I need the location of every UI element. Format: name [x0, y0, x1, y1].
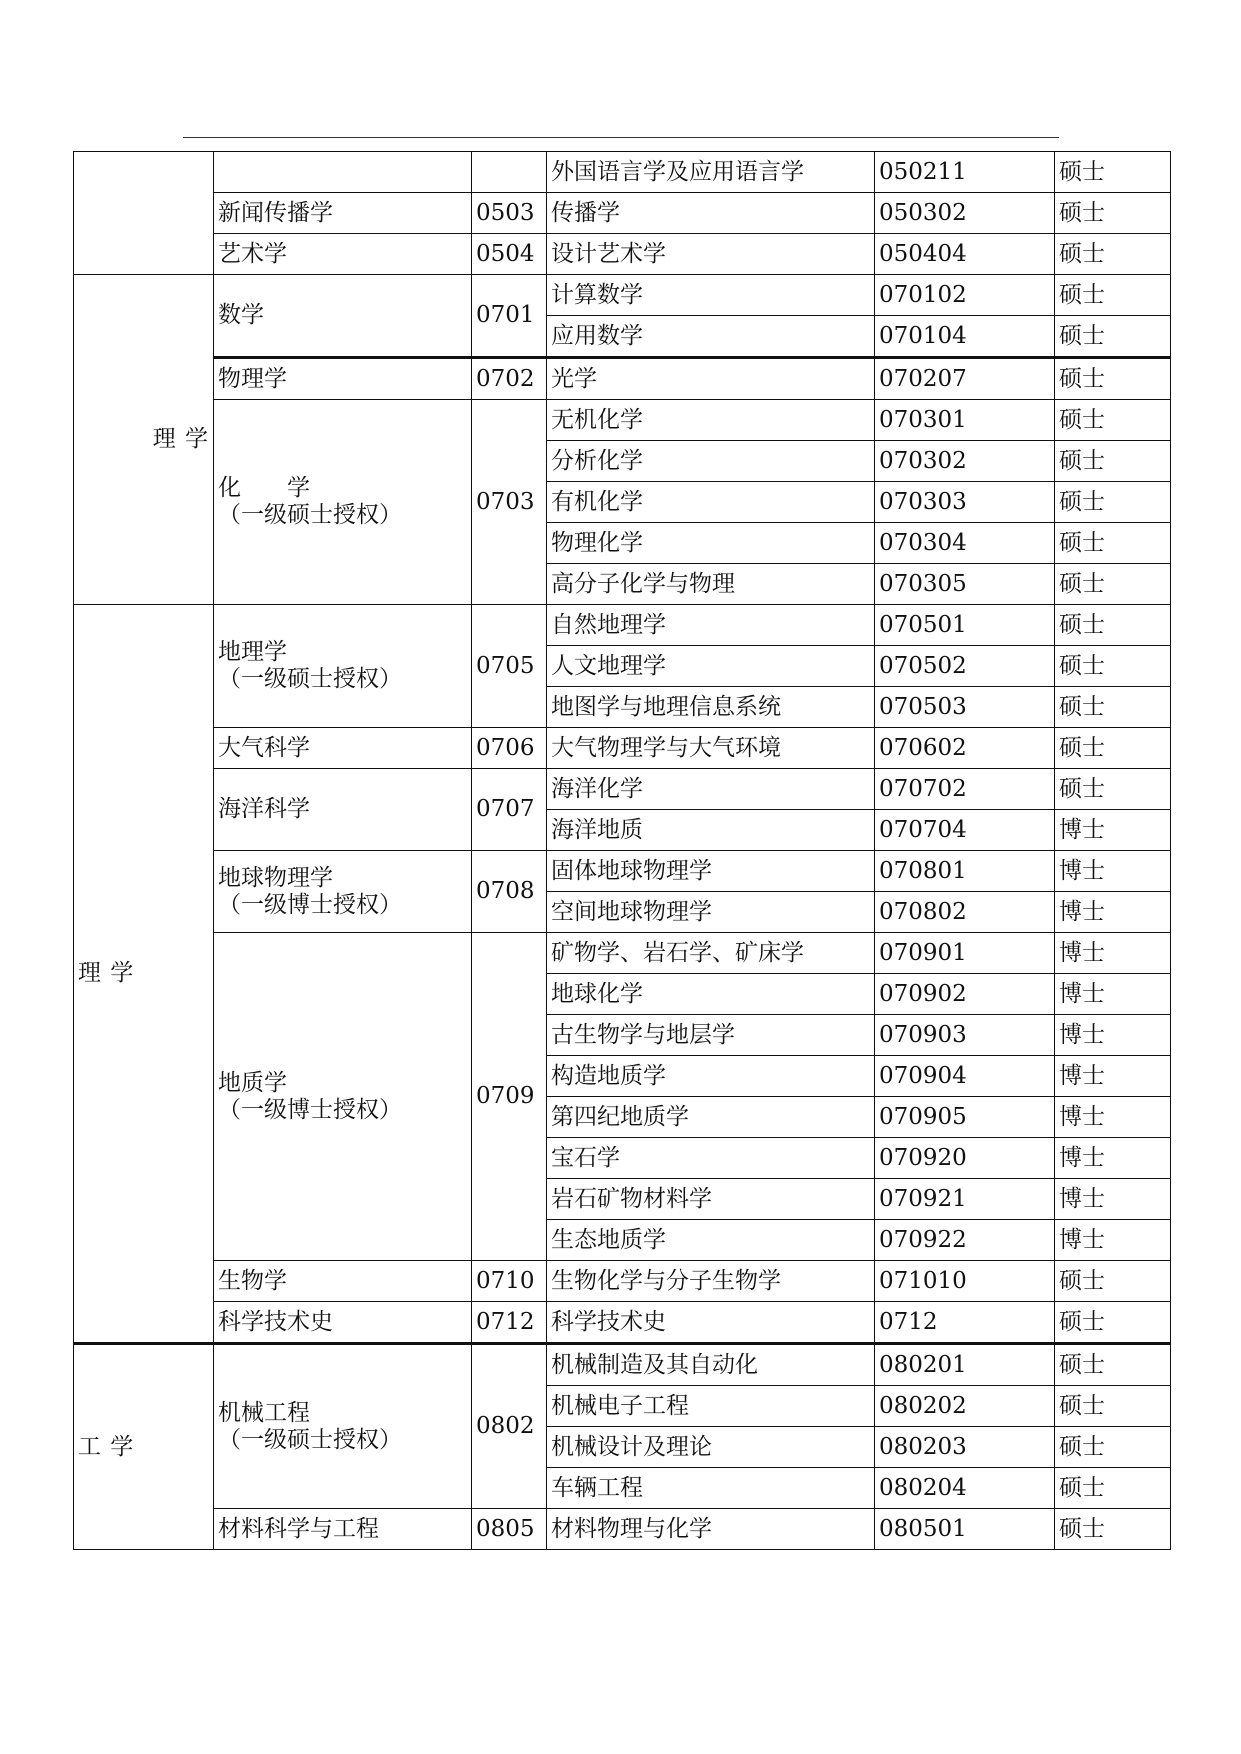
second-level-code: 070801: [875, 851, 1055, 892]
degree-level: 硕士: [1055, 1261, 1171, 1302]
authorization-note: （一级硕士授权）: [218, 666, 402, 692]
discipline-table: [73, 151, 1171, 1550]
second-level-code: 070922: [875, 1220, 1055, 1261]
second-level-subject: 有机化学: [547, 482, 875, 523]
second-level-code: 080204: [875, 1468, 1055, 1509]
subject-name: 化 学: [218, 475, 310, 501]
second-level-subject: 海洋化学: [547, 769, 875, 810]
second-level-subject: 人文地理学: [547, 646, 875, 687]
second-level-subject: 第四纪地质学: [547, 1097, 875, 1138]
second-level-subject: 机械电子工程: [547, 1386, 875, 1427]
first-level-code: [472, 152, 547, 193]
table-row: [74, 769, 1171, 810]
second-level-code: 050404: [875, 234, 1055, 275]
second-level-subject: 计算数学: [547, 275, 875, 316]
second-level-subject: 空间地球物理学: [547, 892, 875, 933]
second-level-code: 070903: [875, 1015, 1055, 1056]
first-level-subject: 生物学: [214, 1261, 472, 1302]
second-level-subject: 岩石矿物材料学: [547, 1179, 875, 1220]
first-level-subject: 科学技术史: [214, 1302, 472, 1344]
second-level-code: 070503: [875, 687, 1055, 728]
degree-level: 硕士: [1055, 275, 1171, 316]
header-rule: [183, 137, 1059, 138]
second-level-code: 070802: [875, 892, 1055, 933]
second-level-subject: 传播学: [547, 193, 875, 234]
first-level-subject: [214, 933, 472, 1261]
degree-level: 博士: [1055, 933, 1171, 974]
second-level-subject: 生态地质学: [547, 1220, 875, 1261]
table-row: [74, 605, 1171, 646]
second-level-code: 070702: [875, 769, 1055, 810]
degree-level: 硕士: [1055, 482, 1171, 523]
second-level-code: 070303: [875, 482, 1055, 523]
second-level-code: 070920: [875, 1138, 1055, 1179]
degree-level: 硕士: [1055, 193, 1171, 234]
authorization-note: （一级硕士授权）: [218, 1426, 402, 1453]
first-level-subject: 新闻传播学: [214, 193, 472, 234]
second-level-code: 070704: [875, 810, 1055, 851]
first-level-code: 0701: [472, 275, 547, 358]
table-row: [74, 152, 1171, 193]
second-level-code: 0712: [875, 1302, 1055, 1344]
category-cell: 理 学: [74, 605, 214, 1344]
first-level-code: 0504: [472, 234, 547, 275]
second-level-code: 070602: [875, 728, 1055, 769]
first-level-subject: [214, 1344, 472, 1509]
second-level-subject: 地图学与地理信息系统: [547, 687, 875, 728]
second-level-code: 050302: [875, 193, 1055, 234]
first-level-subject: [214, 152, 472, 193]
first-level-subject: 物理学: [214, 358, 472, 400]
second-level-code: 070207: [875, 358, 1055, 400]
first-level-code: 0707: [472, 769, 547, 851]
second-level-code: 080203: [875, 1427, 1055, 1468]
first-level-code: 0706: [472, 728, 547, 769]
degree-level: 硕士: [1055, 564, 1171, 605]
second-level-code: 070502: [875, 646, 1055, 687]
table-row: [74, 728, 1171, 769]
second-level-subject: 物理化学: [547, 523, 875, 564]
second-level-subject: 无机化学: [547, 400, 875, 441]
table-row: [74, 275, 1171, 316]
second-level-code: 080201: [875, 1344, 1055, 1386]
second-level-code: 070901: [875, 933, 1055, 974]
table-row: [74, 234, 1171, 275]
second-level-code: 070104: [875, 316, 1055, 358]
second-level-subject: 高分子化学与物理: [547, 564, 875, 605]
second-level-code: 080202: [875, 1386, 1055, 1427]
second-level-subject: 生物化学与分子生物学: [547, 1261, 875, 1302]
second-level-subject: 材料物理与化学: [547, 1509, 875, 1550]
subject-name: 地球物理学: [218, 864, 333, 891]
degree-level: 博士: [1055, 810, 1171, 851]
first-level-code: 0712: [472, 1302, 547, 1344]
degree-level: 硕士: [1055, 523, 1171, 564]
second-level-code: 070902: [875, 974, 1055, 1015]
second-level-code: 070501: [875, 605, 1055, 646]
second-level-subject: 自然地理学: [547, 605, 875, 646]
table-row: [74, 851, 1171, 892]
first-level-code: 0802: [472, 1344, 547, 1509]
subject-name: 地质学: [218, 1069, 287, 1096]
category-cell: 理 学: [74, 275, 214, 605]
second-level-code: 070301: [875, 400, 1055, 441]
degree-level: 博士: [1055, 1220, 1171, 1261]
subject-name: 机械工程: [218, 1399, 310, 1426]
degree-level: 博士: [1055, 1138, 1171, 1179]
degree-level: 硕士: [1055, 1509, 1171, 1550]
first-level-subject: 材料科学与工程: [214, 1509, 472, 1550]
second-level-code: 050211: [875, 152, 1055, 193]
second-level-code: 070305: [875, 564, 1055, 605]
degree-level: 硕士: [1055, 728, 1171, 769]
subject-name: 地理学: [218, 639, 287, 665]
degree-level: 硕士: [1055, 1386, 1171, 1427]
second-level-code: 080501: [875, 1509, 1055, 1550]
first-level-subject: 数学: [214, 275, 472, 358]
degree-level: 硕士: [1055, 152, 1171, 193]
first-level-code: 0503: [472, 193, 547, 234]
second-level-subject: 古生物学与地层学: [547, 1015, 875, 1056]
second-level-code: 070304: [875, 523, 1055, 564]
first-level-code: 0805: [472, 1509, 547, 1550]
degree-level: 博士: [1055, 1179, 1171, 1220]
first-level-code: 0708: [472, 851, 547, 933]
table-row: [74, 358, 1171, 400]
second-level-subject: 机械制造及其自动化: [547, 1344, 875, 1386]
degree-level: 硕士: [1055, 400, 1171, 441]
second-level-subject: 分析化学: [547, 441, 875, 482]
second-level-code: 070102: [875, 275, 1055, 316]
second-level-code: 070921: [875, 1179, 1055, 1220]
degree-level: 硕士: [1055, 769, 1171, 810]
first-level-subject: [214, 851, 472, 933]
table-row: [74, 933, 1171, 974]
second-level-subject: 外国语言学及应用语言学: [547, 152, 875, 193]
degree-level: 硕士: [1055, 1344, 1171, 1386]
first-level-code: 0703: [472, 400, 547, 605]
authorization-note: （一级硕士授权）: [218, 502, 402, 528]
degree-level: 硕士: [1055, 234, 1171, 275]
table-row: [74, 1261, 1171, 1302]
degree-level: 博士: [1055, 1015, 1171, 1056]
degree-level: 硕士: [1055, 441, 1171, 482]
category-cell: [74, 152, 214, 275]
second-level-code: 071010: [875, 1261, 1055, 1302]
second-level-subject: 机械设计及理论: [547, 1427, 875, 1468]
first-level-code: 0702: [472, 358, 547, 400]
first-level-code: 0705: [472, 605, 547, 728]
degree-level: 博士: [1055, 974, 1171, 1015]
first-level-subject: 艺术学: [214, 234, 472, 275]
second-level-subject: 大气物理学与大气环境: [547, 728, 875, 769]
second-level-subject: 应用数学: [547, 316, 875, 358]
degree-level: 硕士: [1055, 358, 1171, 400]
table-row: [74, 1344, 1171, 1386]
degree-level: 硕士: [1055, 1302, 1171, 1344]
second-level-code: 070905: [875, 1097, 1055, 1138]
degree-level: 硕士: [1055, 605, 1171, 646]
second-level-subject: 车辆工程: [547, 1468, 875, 1509]
first-level-code: 0710: [472, 1261, 547, 1302]
first-level-subject: 海洋科学: [214, 769, 472, 851]
authorization-note: （一级博士授权）: [218, 891, 402, 918]
degree-level: 博士: [1055, 851, 1171, 892]
second-level-subject: 光学: [547, 358, 875, 400]
table-row: [74, 1302, 1171, 1344]
authorization-note: （一级博士授权）: [218, 1096, 402, 1123]
first-level-subject: [214, 400, 472, 605]
degree-level: 硕士: [1055, 1427, 1171, 1468]
second-level-subject: 宝石学: [547, 1138, 875, 1179]
degree-level: 博士: [1055, 1097, 1171, 1138]
category-cell: 工 学: [74, 1344, 214, 1550]
table-row: [74, 400, 1171, 441]
second-level-subject: 海洋地质: [547, 810, 875, 851]
second-level-code: 070302: [875, 441, 1055, 482]
degree-level: 硕士: [1055, 316, 1171, 358]
first-level-subject: 大气科学: [214, 728, 472, 769]
degree-level: 博士: [1055, 1056, 1171, 1097]
table-row: [74, 193, 1171, 234]
degree-level: 硕士: [1055, 646, 1171, 687]
degree-level: 硕士: [1055, 687, 1171, 728]
first-level-subject: [214, 605, 472, 728]
degree-level: 博士: [1055, 892, 1171, 933]
second-level-subject: 科学技术史: [547, 1302, 875, 1344]
table-row: [74, 1509, 1171, 1550]
degree-level: 硕士: [1055, 1468, 1171, 1509]
second-level-code: 070904: [875, 1056, 1055, 1097]
second-level-subject: 固体地球物理学: [547, 851, 875, 892]
second-level-subject: 矿物学、岩石学、矿床学: [547, 933, 875, 974]
second-level-subject: 地球化学: [547, 974, 875, 1015]
first-level-code: 0709: [472, 933, 547, 1261]
second-level-subject: 设计艺术学: [547, 234, 875, 275]
second-level-subject: 构造地质学: [547, 1056, 875, 1097]
